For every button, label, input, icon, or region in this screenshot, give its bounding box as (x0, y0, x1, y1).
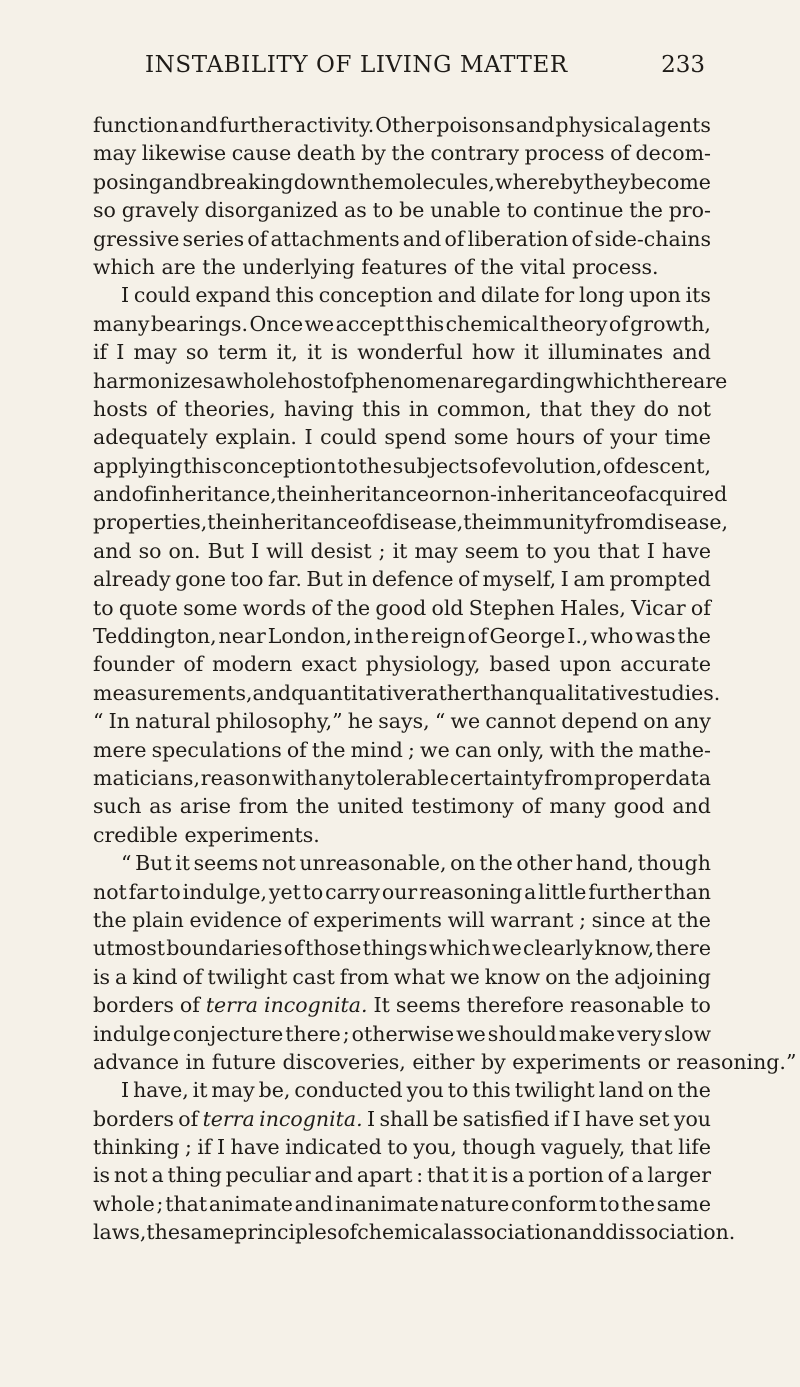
page-header (145, 52, 705, 92)
text-line: I have, it may be, conducted you to this twilight land on the (121, 1078, 711, 1103)
running-title: INSTABILITY OF LIVING MATTER (145, 52, 568, 78)
text-line: founder of modern exact physiology, based upon accurate (93, 652, 711, 677)
text-line: utmost boundaries of those things which we clearly know, there (93, 936, 711, 961)
text-line: indulge conjecture there ; otherwise we should make very slow (93, 1021, 711, 1046)
text-line: hosts of theories, having this in common, that they do not (93, 396, 711, 421)
text-line: borders of terra incognita. I shall be satisfied if I have set you (93, 1106, 711, 1131)
text-line: maticians, reason with any tolerable certainty from proper data (93, 765, 711, 790)
text-line: thinking ; if I have indicated to you, though vaguely, that life (93, 1135, 711, 1160)
text-line: applying this conception to the subjects of evolution, of descent, (93, 453, 711, 478)
text-line: mere speculations of the mind ; we can only, with the mathe- (93, 737, 711, 762)
text-line: is not a thing peculiar and apart : that it is a portion of a larger (93, 1163, 711, 1188)
text-line: many bearings. Once we accept this chemical theory of growth, (93, 311, 711, 336)
text-line: to quote some words of the good old Stephen Hales, Vicar of (93, 595, 711, 620)
text-line: function and further activity. Other poisons and physical agents (93, 113, 711, 137)
text-line: not far to indulge, yet to carry our reasoning a little further than (93, 879, 711, 904)
text-line: adequately explain. I could spend some hours of your time (93, 425, 711, 450)
text-line: Teddington, near London, in the reign of George I., who was the (93, 624, 711, 649)
text-line: I could expand this conception and dilate for long upon its (121, 283, 711, 308)
text-line: such as arise from the united testimony of many good and (93, 794, 711, 819)
text-line: whole ; that animate and inanimate nature conform to the same (93, 1191, 711, 1216)
text-line: the plain evidence of experiments will warrant ; since at the (93, 907, 711, 932)
page-number: 233 (661, 52, 705, 78)
text-line: is a kind of twilight cast from what we know on the adjoining (93, 964, 711, 989)
text-line: gressive series of attachments and of liberation of side-chains (93, 226, 711, 251)
text-line: already gone too far. But in defence of myself, I am prompted (93, 567, 711, 592)
text-line: advance in future discoveries, either by experiments or reasoning.” (93, 1049, 797, 1074)
text-line: “ But it seems not unreasonable, on the other hand, though (121, 851, 711, 876)
text-line: “ In natural philosophy,” he says, “ we cannot depend on any (93, 709, 711, 734)
text-line: credible experiments. (93, 822, 320, 847)
text-line: which are the underlying features of the vital process. (93, 254, 659, 279)
text-line: harmonizes a whole host of phenomena regarding which there are (93, 368, 728, 393)
text-line: laws, the same principles of chemical association and dissociation. (93, 1220, 736, 1245)
text-line: measurements, and quantitative rather than qualitative studies. (93, 680, 721, 705)
text-line: so gravely disorganized as to be unable to continue the pro- (93, 198, 711, 223)
text-line: may likewise cause death by the contrary process of decom- (93, 141, 711, 166)
text-line: and of inheritance, the inheritance or non-inheritance of acquired (93, 482, 728, 507)
body-text (93, 111, 797, 1247)
text-line: posing and breaking down the molecules, whereby they become (93, 169, 711, 194)
text-line: properties, the inheritance of disease, the immunity from disease, (93, 510, 728, 535)
text-line: borders of terra incognita. It seems therefore reasonable to (93, 993, 711, 1018)
text-line: and so on. But I will desist ; it may seem to you that I have (93, 538, 711, 563)
text-line: if I may so term it, it is wonderful how it illuminates and (93, 340, 711, 365)
